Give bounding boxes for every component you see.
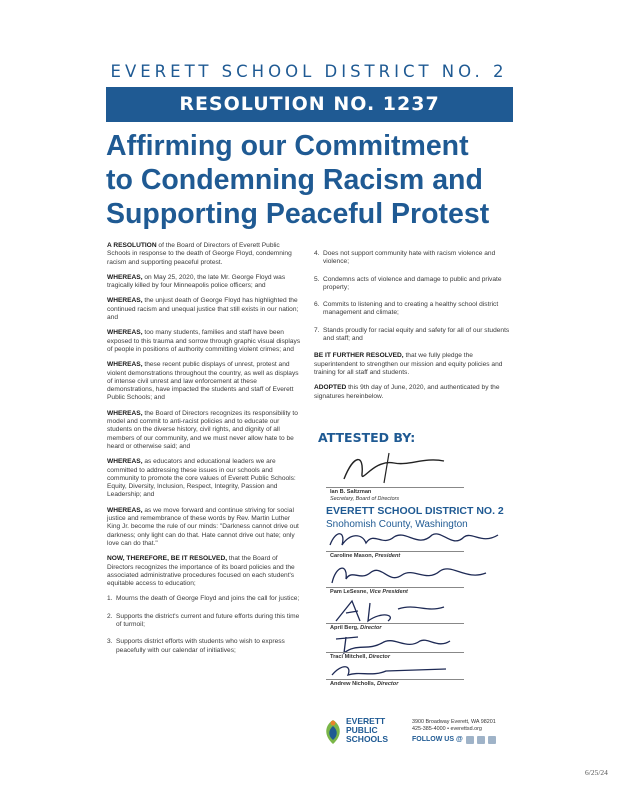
paragraph-intro: A RESOLUTION of the Board of Directors of Everett Public Schools in response to the death of George Floyd, condemning racism and supporting peaceful protest.: [107, 242, 292, 266]
paragraph-whereas-7: WHEREAS, as we move forward and continue striving for social justice and remembrance of these words by Rev. Martin Luther King Jr. become the rule of our minds: "Darkness cannot drive out darkness; only light can do that. Hate cannot drive out hate; only love can do that.": [107, 506, 299, 547]
title-line-2: to Condemning Racism and: [106, 164, 483, 196]
contact-info: 3900 Broadway Everett, WA 98201 425-385-4000 • everettsd.org: [412, 719, 496, 732]
vice-president-signature: [326, 561, 496, 589]
title-line-3: Supporting Peaceful Protest: [106, 198, 490, 230]
signature-line-2: [326, 587, 464, 588]
signer-name-5: Andrew Nicholls, Director: [330, 681, 399, 687]
signature-line-3: [326, 623, 464, 624]
follow-us-label: FOLLOW US @: [412, 736, 463, 743]
paragraph-whereas-3: WHEREAS, too many students, families and staff have been exposed to this trauma and sorrow through graphic visual displays of people in positions of authority committing violent crimes; and: [107, 329, 301, 353]
director-berg-signature: [326, 597, 456, 625]
signature-line-5: [326, 679, 464, 680]
signature-line-1: [326, 551, 464, 552]
secretary-signature: [334, 449, 454, 489]
left-column: [107, 242, 303, 664]
secretary-title: Secretary, Board of Directors: [330, 496, 400, 502]
facebook-icon[interactable]: [466, 736, 474, 744]
district-name: EVERETT SCHOOL DISTRICT NO. 2: [110, 62, 508, 81]
signer-name-2: Pam LeSesne, Vice President: [330, 589, 408, 595]
signature-block: [312, 423, 519, 768]
youtube-icon[interactable]: [488, 736, 496, 744]
secretary-name: Ian B. Saltzman: [330, 489, 372, 495]
title-line-1: Affirming our Commitment: [106, 130, 469, 162]
paragraph-whereas-1: WHEREAS, on May 25, 2020, the late Mr. George Floyd was tragically killed by four Minneapolis police officers; and: [107, 273, 286, 290]
paragraph-whereas-4: WHEREAS, these recent public displays of unrest, protest and violent demonstrations throughout the country, as well as displays of intense civil unrest and law enforcement at these demonstrations, have impacted the students and staff of Everett Public Schools; and: [107, 361, 299, 402]
right-column: [314, 250, 514, 408]
list-item-3: 3. Supports district efforts with students who wish to express peacefully with our calendar of initiatives;: [107, 638, 285, 654]
footer-date: 6/25/24: [585, 768, 608, 777]
logo-wordmark: EVERETT PUBLIC SCHOOLS: [346, 716, 389, 744]
list-item-2: 2. Supports the district's current and future efforts during this time of turmoil;: [107, 612, 300, 628]
resolution-banner: RESOLUTION NO. 1237: [106, 87, 513, 122]
eps-logo-icon: [322, 718, 344, 746]
president-signature: [322, 527, 512, 553]
list-item-5: 5. Condemns acts of violence and damage to public and private property;: [314, 275, 502, 291]
paragraph-whereas-2: WHEREAS, the unjust death of George Floyd has highlighted the continued racism and unequal justice that still exists in our nation; and: [107, 297, 299, 322]
twitter-icon[interactable]: [477, 736, 485, 744]
list-item-6: 6. Commits to listening and to creating a healthy school district management and climate;: [314, 301, 499, 317]
county-heading: Snohomish County, Washington: [326, 519, 468, 530]
secretary-signature-line: [326, 487, 464, 488]
signer-name-3: April Berg, Director: [330, 625, 382, 631]
signature-line-4: [326, 652, 464, 653]
signer-name-4: Traci Mitchell, Director: [330, 654, 391, 660]
attested-by-heading: ATTESTED BY:: [318, 430, 416, 445]
paragraph-whereas-5: WHEREAS, the Board of Directors recognizes its responsibility to model and commit to anti-racist policies and to educate our students on the diverse history, civil rights, and dignity of all members of our community, and we must never allow hate to be heard or otherwise said; and: [107, 409, 298, 450]
district-heading: EVERETT SCHOOL DISTRICT NO. 2: [326, 505, 504, 517]
list-item-1: 1. Mourns the death of George Floyd and joins the call for justice;: [107, 595, 300, 603]
paragraph-adopted: ADOPTED this 9th day of June, 2020, and authenticated by the signatures hereinbelow.: [314, 384, 500, 400]
list-item-4: 4. Does not support community hate with racism violence and violence;: [314, 250, 496, 266]
paragraph-whereas-6: WHEREAS, as educators and educational leaders we are committed to addressing these issues in our schools and community to promote the core values of Everett Public Schools: Equity, Diversity, Inclusion, Respect, Integrity, Passion and Leadership; and: [107, 458, 296, 499]
list-item-7: 7. Stands proudly for racial equity and safety for all of our students and staff; and: [314, 326, 510, 343]
paragraph-further-resolved: BE IT FURTHER RESOLVED, that we fully pledge the superintendent to strengthen our mission and equity policies and training for all staff and students.: [314, 352, 503, 376]
paragraph-resolved: NOW, THEREFORE, BE IT RESOLVED, that the Board of Directors recognizes the importance of its board policies and the associated administrative procedures focused on each student's equitable access to education;: [107, 555, 295, 588]
director-nicholls-signature: [326, 661, 456, 681]
resolution-title: [106, 129, 516, 231]
signer-name-1: Caroline Mason, President: [330, 553, 401, 559]
